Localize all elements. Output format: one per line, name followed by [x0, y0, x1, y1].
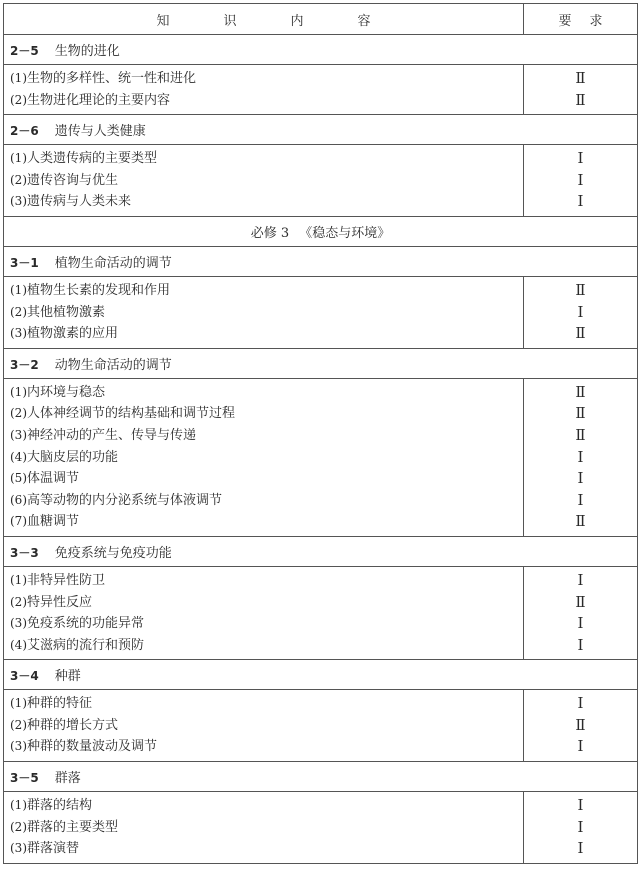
items-cell: [4, 792, 524, 864]
item-text: 生物的多样性、统一性和进化: [27, 71, 197, 86]
item-number: (3): [10, 194, 27, 209]
item-number: (3): [10, 326, 27, 341]
item-text: 植物激素的应用: [27, 326, 119, 342]
requirement-level: Ⅰ: [577, 694, 584, 713]
item-text: 免疫系统的功能异常: [27, 616, 145, 632]
list-item: [10, 570, 523, 592]
item-number: (5): [10, 471, 27, 486]
item-text: 内环境与稳态: [27, 384, 106, 400]
section-number: 3－5: [10, 771, 39, 786]
items-cell: [4, 65, 524, 115]
item-number: (2): [10, 406, 27, 421]
item-number: (2): [10, 717, 27, 732]
list-item: [10, 795, 523, 817]
list-item: [10, 613, 523, 635]
requirement-level: Ⅰ: [577, 469, 584, 488]
section-number: 2－6: [10, 124, 39, 139]
item-number: (3): [10, 616, 27, 631]
knowledge-requirements-table: [3, 3, 638, 864]
item-number: (2): [10, 172, 27, 187]
item-number: (2): [10, 304, 27, 319]
item-text: 生物进化理论的主要内容: [27, 92, 171, 108]
requirement-level: Ⅰ: [577, 817, 584, 836]
requirement-level: Ⅰ: [577, 302, 584, 321]
requirement-level: Ⅱ: [575, 382, 586, 401]
requirement-level: Ⅰ: [577, 796, 584, 815]
levels-cell: [524, 378, 638, 536]
section-title: 免疫系统与免疫功能: [54, 545, 172, 561]
list-item: [10, 490, 523, 512]
header-char: 容: [357, 13, 371, 29]
section-number: 3－3: [10, 545, 39, 560]
section-number: 3－4: [10, 669, 39, 684]
item-text: 群落的主要类型: [27, 819, 119, 835]
list-item: [10, 280, 523, 302]
item-number: (1): [10, 384, 27, 399]
header-char: 识: [223, 13, 237, 29]
list-item: [10, 170, 523, 192]
list-item: [10, 148, 523, 170]
item-number: (3): [10, 841, 27, 856]
requirement-level: Ⅱ: [575, 280, 586, 299]
item-text: 植物生长素的发现和作用: [27, 282, 171, 298]
item-text: 种群的数量波动及调节: [27, 739, 158, 755]
item-text: 种群的增长方式: [27, 717, 119, 733]
levels-cell: [524, 145, 638, 217]
requirement-level: Ⅱ: [575, 324, 586, 343]
section-heading: [4, 348, 638, 378]
section-items-row: [4, 566, 638, 659]
item-text: 种群的特征: [27, 696, 93, 712]
section-items-row: [4, 378, 638, 536]
section-header-row: [4, 660, 638, 690]
table-header-row: [4, 4, 638, 35]
item-text: 群落的结构: [27, 798, 93, 814]
section-title: 遗传与人类健康: [54, 124, 146, 140]
item-number: (2): [10, 594, 27, 609]
requirement-level: Ⅱ: [575, 592, 586, 611]
requirement-level: Ⅱ: [575, 69, 586, 87]
item-number: (3): [10, 427, 27, 442]
item-number: (2): [10, 92, 27, 107]
list-item: [10, 90, 523, 112]
item-text: 大脑皮层的功能: [27, 449, 119, 465]
module-name: 《稳态与环境》: [299, 225, 391, 241]
section-items-row: [4, 792, 638, 864]
item-number: (1): [10, 71, 27, 85]
section-title: 群落: [54, 771, 81, 787]
requirement-level: Ⅰ: [577, 839, 584, 858]
section-title: 动物生命活动的调节: [54, 357, 172, 373]
list-item: [10, 302, 523, 324]
list-item: [10, 511, 523, 533]
list-item: [10, 323, 523, 345]
requirement-header: [524, 4, 638, 35]
list-item: [10, 715, 523, 737]
requirement-level: Ⅰ: [577, 737, 584, 756]
section-header-row: [4, 246, 638, 276]
section-header-row: [4, 536, 638, 566]
requirement-level: Ⅰ: [577, 614, 584, 633]
list-item: [10, 592, 523, 614]
item-number: (1): [10, 282, 27, 297]
levels-cell: [524, 566, 638, 659]
list-item: [10, 425, 523, 447]
list-item: [10, 403, 523, 425]
items-cell: [4, 145, 524, 217]
header-char: 知: [156, 13, 170, 29]
item-number: (7): [10, 514, 27, 529]
requirement-level: Ⅱ: [575, 715, 586, 734]
list-item: [10, 838, 523, 860]
levels-cell: [524, 65, 638, 115]
section-number: 2－5: [10, 44, 39, 58]
module-title: [4, 216, 638, 246]
item-text: 艾滋病的流行和预防: [27, 637, 145, 653]
item-number: (4): [10, 637, 27, 652]
requirement-level: Ⅰ: [577, 170, 584, 189]
header-char: 求: [589, 13, 603, 29]
requirement-level: Ⅱ: [575, 512, 586, 531]
module-title-row: [4, 216, 638, 246]
list-item: [10, 447, 523, 469]
requirement-level: Ⅱ: [575, 404, 586, 423]
header-char: 内: [290, 13, 304, 29]
items-cell: [4, 378, 524, 536]
list-item: [10, 635, 523, 657]
item-text: 高等动物的内分泌系统与体液调节: [27, 492, 223, 508]
items-cell: [4, 690, 524, 762]
items-cell: [4, 276, 524, 348]
section-items-row: [4, 65, 638, 115]
levels-cell: [524, 690, 638, 762]
table-body: [4, 35, 638, 864]
module-prefix: 必修 3: [250, 225, 290, 241]
list-item: [10, 382, 523, 404]
item-number: (4): [10, 449, 27, 464]
items-cell: [4, 566, 524, 659]
section-number: 3－2: [10, 357, 39, 372]
levels-cell: [524, 792, 638, 864]
item-number: (1): [10, 151, 27, 166]
item-text: 遗传咨询与优生: [27, 172, 119, 188]
list-item: [10, 191, 523, 213]
list-item: [10, 68, 523, 90]
requirement-level: Ⅰ: [577, 149, 584, 168]
requirement-level: Ⅰ: [577, 447, 584, 466]
item-number: (1): [10, 798, 27, 813]
item-text: 特异性反应: [27, 594, 93, 610]
list-item: [10, 693, 523, 715]
section-heading: [4, 536, 638, 566]
section-heading: [4, 762, 638, 792]
item-text: 群落演替: [27, 841, 80, 857]
section-header-row: [4, 348, 638, 378]
levels-cell: [524, 276, 638, 348]
item-text: 体温调节: [27, 471, 80, 487]
item-text: 血糖调节: [27, 514, 80, 530]
section-header-row: [4, 35, 638, 65]
section-header-row: [4, 115, 638, 145]
requirement-level: Ⅰ: [577, 192, 584, 211]
section-title: 生物的进化: [54, 44, 120, 59]
requirement-level: Ⅰ: [577, 490, 584, 509]
requirement-level: Ⅰ: [577, 570, 584, 589]
item-number: (1): [10, 572, 27, 587]
section-heading: [4, 246, 638, 276]
list-item: [10, 817, 523, 839]
requirement-level: Ⅱ: [575, 425, 586, 444]
section-heading: [4, 35, 638, 65]
item-text: 其他植物激素: [27, 304, 106, 320]
item-text: 遗传病与人类未来: [27, 194, 132, 210]
item-number: (6): [10, 492, 27, 507]
list-item: [10, 736, 523, 758]
section-items-row: [4, 145, 638, 217]
header-char: 要: [558, 13, 572, 29]
section-items-row: [4, 690, 638, 762]
knowledge-content-header: [4, 4, 524, 35]
item-text: 神经冲动的产生、传导与传递: [27, 427, 197, 443]
section-header-row: [4, 762, 638, 792]
section-number: 3－1: [10, 255, 39, 270]
requirement-level: Ⅰ: [577, 635, 584, 654]
section-title: 种群: [54, 669, 81, 685]
item-text: 非特异性防卫: [27, 572, 106, 588]
section-title: 植物生命活动的调节: [54, 255, 172, 271]
item-text: 人类遗传病的主要类型: [27, 151, 158, 167]
requirement-level: Ⅱ: [575, 90, 586, 109]
item-number: (3): [10, 739, 27, 754]
item-number: (1): [10, 696, 27, 711]
item-text: 人体神经调节的结构基础和调节过程: [27, 406, 236, 422]
section-heading: [4, 115, 638, 145]
section-items-row: [4, 276, 638, 348]
section-heading: [4, 660, 638, 690]
list-item: [10, 468, 523, 490]
item-number: (2): [10, 819, 27, 834]
